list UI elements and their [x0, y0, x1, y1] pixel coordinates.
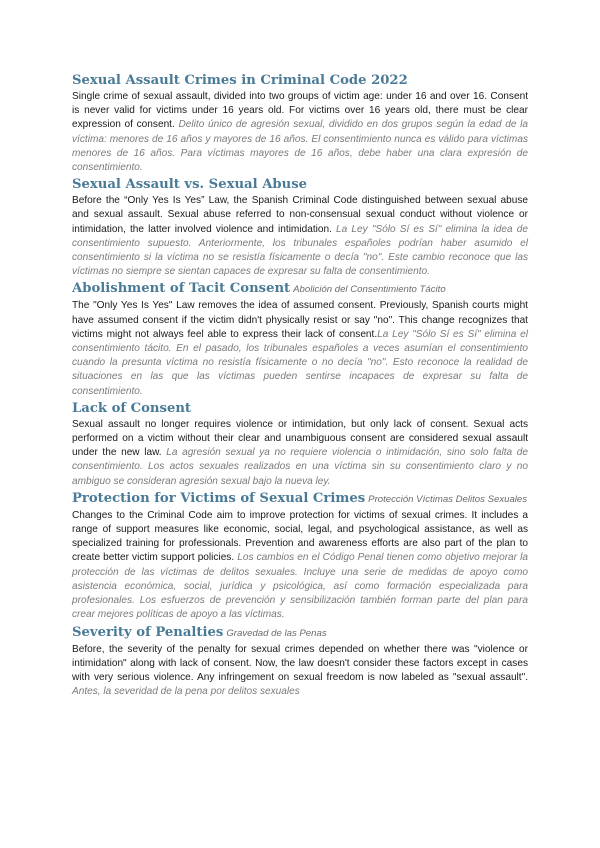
section-body [72, 194, 528, 279]
section-body [72, 299, 528, 398]
section-heading [72, 489, 528, 509]
section-sexual-assault-crimes [72, 70, 528, 175]
heading-title: Sexual Assault vs. Sexual Abuse [72, 177, 308, 193]
section-heading [72, 70, 528, 90]
body-spanish: Delito único de agresión sexual, dividido en dos grupos según la edad de la víctima: menores de 16 años y mayores de 16 años. El consentimiento nunca es válido para víctimas menores de 16 años. Para víctimas mayores de 16 años, debe haber una clara expresión de consentimiento. [72, 119, 528, 174]
heading-title: Severity of Penalties [72, 624, 224, 640]
section-victim-protection [72, 489, 528, 623]
body-english: Before the “Only Yes Is Yes” Law, the Spanish Criminal Code distinguished between sexual abuse and sexual assault. Sexual abuse referred to non-consensual sexual conduct without violence or intimidation, the latter involved violence and intimidation. [72, 195, 528, 235]
section-body [72, 418, 528, 489]
section-assault-vs-abuse [72, 175, 528, 279]
section-heading [72, 279, 528, 299]
body-english: Changes to the Criminal Code aim to improve protection for victims of sexual crimes. It includes a range of support measures like economic, social, legal, and psychological assistance, as well as specialized training for professionals. Prevention and awareness efforts are also part of the plan to create better victim support policies. [72, 509, 528, 564]
body-spanish: La Ley "Sólo Sí es Sí" elimina el consentimiento tácito. En el pasado, los tribunales españoles a veces asumían el consentimiento cuando la presunta víctima no resistía físicamente o no decía "no". Esto reconoce la realidad de situaciones en las que las víctimas pueden sentirse incapaces de expresar su falta de consentimiento. [72, 328, 528, 397]
section-severity-of-penalties [72, 623, 528, 700]
heading-title: Protection for Victims of Sexual Crimes [72, 490, 366, 506]
body-english: Before, the severity of the penalty for sexual crimes depended on whether there was "violence or intimidation" along with lack of consent. Now, the law doesn't consider these factors except in cases with very serious violence. Any infringement on sexual freedom is now labeled as "sexual assault". [72, 643, 528, 683]
section-body [72, 509, 528, 623]
body-english: Sexual assault no longer requires violence or intimidation, but only lack of consent. Sexual acts performed on a victim without their clear and unambiguous consent are considered sexual assault under the new law. [72, 418, 528, 459]
body-spanish: Los cambios en el Código Penal tienen como objetivo mejorar la protección de las víctimas de delitos sexuales. Incluye una serie de medidas de apoyo como asistencia económica, social, jurídica y psicológica, así como formación especializada para profesionales. Los esfuerzos de prevención y sensibilización también forman parte del plan para crear mejores políticas de apoyo a las víctimas. [72, 552, 528, 621]
section-tacit-consent [72, 279, 528, 398]
heading-subtitle-spanish: Abolición del Consentimiento Tácito [293, 284, 446, 296]
section-heading [72, 175, 528, 194]
section-body [72, 90, 528, 175]
section-lack-of-consent [72, 399, 528, 489]
section-heading [72, 623, 528, 643]
section-body [72, 643, 528, 700]
body-english: Single crime of sexual assault, divided into two groups of victim age: under 16 and over 16. Consent is never valid for victims under 16 years old. For victims over 16 years old, there must be clear expression of consent. [72, 91, 528, 131]
body-spanish: La Ley "Sólo Sí es Sí" elimina la idea de consentimiento supuesto. Anteriormente, los tribunales españoles podrían haber asumido el consentimiento si la víctima no se resistía físicamente o decía "no". Este cambio reconoce que las víctimas no siempre se sientan capaces de expresar su falta de consentimiento. [72, 223, 528, 278]
heading-title: Lack of Consent [72, 400, 192, 416]
heading-subtitle-spanish: Gravedad de las Penas [226, 627, 327, 639]
heading-title: Sexual Assault Crimes in Criminal Code 2022 [72, 73, 408, 88]
section-heading [72, 399, 528, 418]
heading-title: Abolishment of Tacit Consent [72, 281, 291, 297]
body-spanish: Antes, la severidad de la pena por delitos sexuales [72, 686, 300, 698]
body-spanish: La agresión sexual ya no requiere violencia o intimidación, sino solo falta de consentimiento. Los actos sexuales realizados en una víctima sin su consentimiento claro y no ambiguo se consideran agresión sexual bajo la nueva ley. [72, 447, 529, 487]
body-english: The "Only Yes Is Yes" Law removes the idea of assumed consent. Previously, Spanish courts might have assumed consent if the victim didn't physically resist or say "no". This change recognizes that victims might not always feel able to express their lack of consent. [72, 300, 528, 340]
heading-subtitle-spanish: Protección Víctimas Delitos Sexuales [368, 493, 528, 505]
